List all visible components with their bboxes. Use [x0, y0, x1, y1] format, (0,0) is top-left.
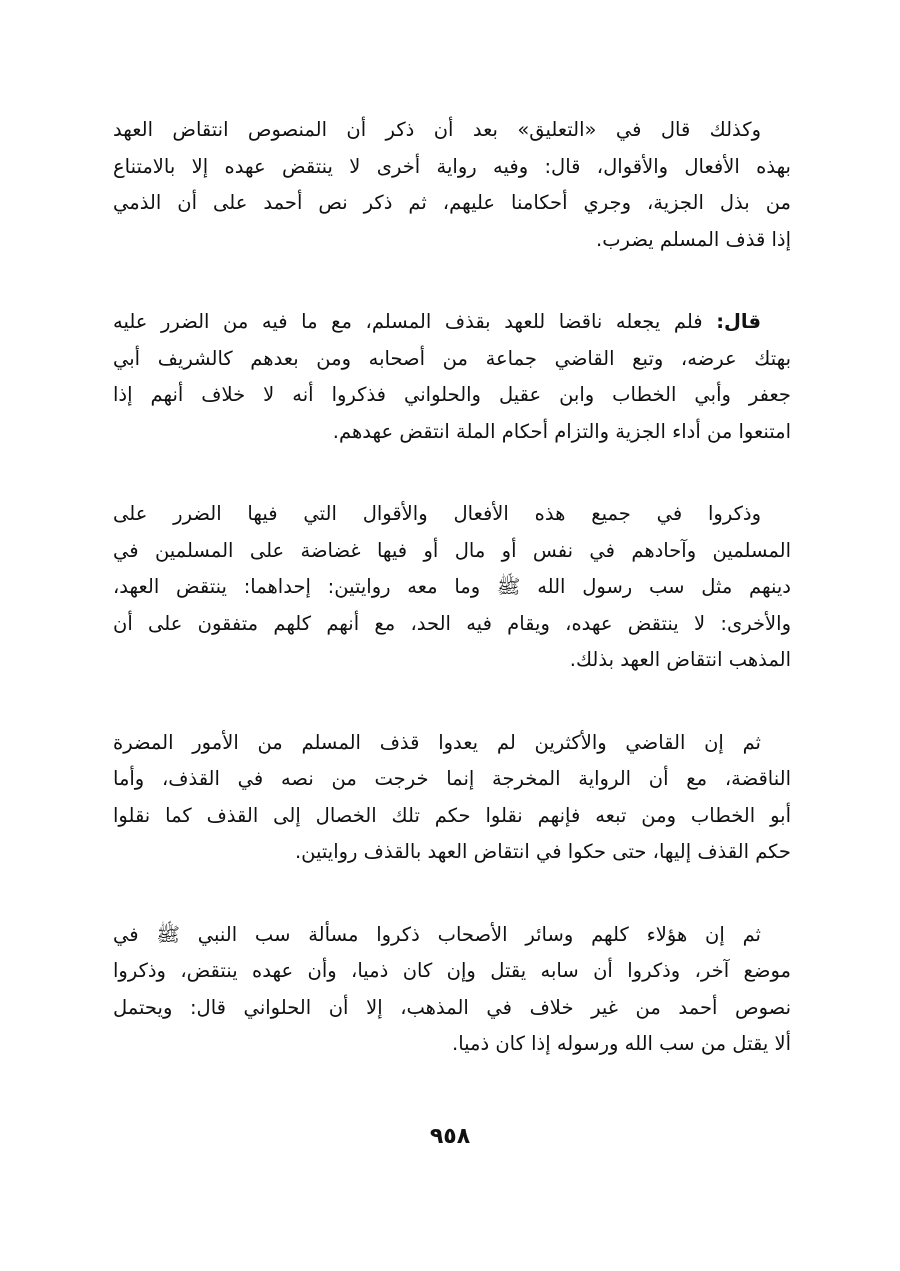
text-line — [113, 1026, 791, 1063]
text-line — [113, 917, 791, 954]
text-line — [113, 112, 791, 149]
line-text: من بذل الجزية، وجري أحكامنا عليهم، ثم ذكر نص أحمد على أن الذمي — [113, 191, 791, 214]
line-text: ثم إن هؤلاء كلهم وسائر الأصحاب ذكروا مسألة سب النبي ﷺ في — [113, 922, 761, 946]
text-line — [113, 725, 791, 762]
text-line — [113, 185, 791, 222]
paragraph — [113, 917, 791, 1063]
text-line — [113, 496, 791, 533]
text-line — [113, 569, 791, 606]
text-line — [113, 798, 791, 835]
line-text: جعفر وأبي الخطاب وابن عقيل والحلواني فذكروا أنه لا خلاف أنهم إذا — [113, 383, 791, 406]
page-body — [113, 112, 791, 1109]
text-line — [113, 990, 791, 1027]
line-text: أبو الخطاب ومن تبعه فإنهم نقلوا حكم تلك الخصال إلى القذف كما نقلوا — [113, 803, 791, 827]
paragraph — [113, 304, 791, 450]
line-text: بهذه الأفعال والأقوال، قال: وفيه رواية أخرى لا ينتقض عهده إلا بالامتناع — [113, 154, 791, 178]
line-text: والأخرى: لا ينتقض عهده، ويقام فيه الحد، مع أنهم كلهم متفقون على أن — [113, 611, 791, 635]
line-text: دينهم مثل سب رسول الله ﷺ وما معه روايتين: إحداهما: ينتقض العهد، — [113, 575, 791, 598]
line-text: وذكروا في جميع هذه الأفعال والأقوال التي فيها الضرر على — [113, 502, 761, 525]
text-line — [113, 761, 791, 798]
line-text: حكم القذف إليها، حتى حكوا في انتقاض العهد بالقذف روايتين. — [294, 840, 791, 863]
text-line — [113, 414, 791, 451]
line-text: المسلمين وآحادهم في نفس أو مال أو فيها غضاضة على المسلمين في — [113, 538, 791, 562]
line-text: موضع آخر، وذكروا أن سابه يقتل وإن كان ذميا، وأن عهده ينتقض، وذكروا — [113, 959, 791, 982]
line-text: نصوص أحمد من غير خلاف في المذهب، إلا أن الحلواني قال: ويحتمل — [113, 995, 791, 1019]
line-text: المذهب انتقاض العهد بذلك. — [569, 648, 791, 671]
line-text: ثم إن القاضي والأكثرين لم يعدوا قذف المسلم من الأمور المضرة — [113, 730, 761, 754]
text-line — [113, 834, 791, 871]
line-text: وكذلك قال في «التعليق» بعد أن ذكر أن المنصوص انتقاض العهد — [113, 118, 761, 141]
paragraph-lead: قال: — [716, 310, 762, 333]
text-line — [113, 341, 791, 378]
paragraph — [113, 725, 791, 871]
text-line — [113, 304, 791, 341]
text-line — [113, 149, 791, 186]
paragraph — [113, 496, 791, 679]
text-line — [113, 642, 791, 679]
text-line — [113, 222, 791, 259]
text-line — [113, 377, 791, 414]
paragraph — [113, 112, 791, 258]
text-line — [113, 606, 791, 643]
line-text: بهتك عرضه، وتبع القاضي جماعة من أصحابه ومن بعدهم كالشريف أبي — [113, 346, 791, 370]
line-text: امتنعوا من أداء الجزية والتزام أحكام الملة انتقض عهدهم. — [332, 419, 791, 443]
line-text: الناقضة، مع أن الرواية المخرجة إنما خرجت من نصه في القذف، وأما — [113, 767, 791, 790]
line-text: ألا يقتل من سب الله ورسوله إذا كان ذميا. — [452, 1032, 791, 1055]
text-line — [113, 953, 791, 990]
text-line — [113, 533, 791, 570]
line-text: إذا قذف المسلم يضرب. — [596, 227, 791, 251]
line-text: فلم يجعله ناقضا للعهد بقذف المسلم، مع ما فيه من الضرر عليه — [113, 310, 703, 333]
page-number: ٩٥٨ — [429, 1124, 471, 1149]
